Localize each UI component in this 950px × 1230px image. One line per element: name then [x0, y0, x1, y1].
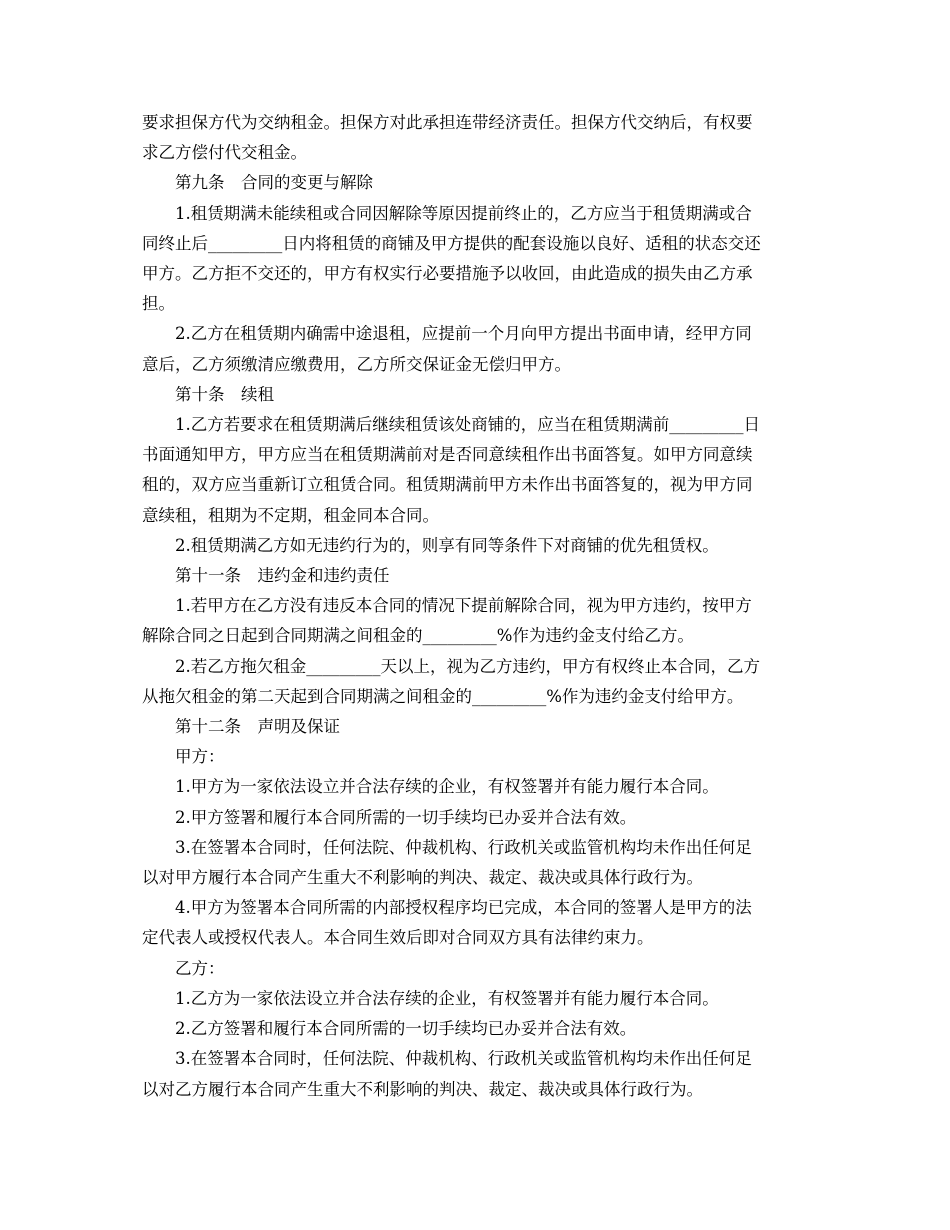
text-line: 求乙方偿付代交租金。 [142, 143, 307, 163]
text-line: 租的，双方应当重新订立租赁合同。租赁期满前甲方未作出书面答复的，视为甲方同 [142, 475, 753, 495]
text-line: 书面通知甲方，甲方应当在租赁期满前对是否同意续租作出书面答复。如甲方同意续 [142, 445, 753, 465]
text-line: 2.租赁期满乙方如无违约行为的，则享有同等条件下对商铺的优先租赁权。 [175, 535, 719, 555]
text-line: 1.乙方若要求在租赁期满后继续租赁该处商铺的，应当在租赁期满前_________日 [175, 415, 760, 435]
text-line: 第十一条 违约金和违约责任 [175, 566, 390, 586]
text-line: 4.甲方为签署本合同所需的内部授权程序均已完成，本合同的签署人是甲方的法 [175, 898, 752, 918]
text-line: 第十二条 声明及保证 [175, 717, 340, 737]
text-line: 以对乙方履行本合同产生重大不利影响的判决、裁定、裁决或具体行政行为。 [142, 1079, 703, 1099]
text-line: 第十条 续租 [175, 384, 274, 404]
text-line: 2.乙方在租赁期内确需中途退租，应提前一个月向甲方提出书面申请，经甲方同 [175, 324, 752, 344]
text-line: 1.乙方为一家依法设立并合法存续的企业，有权签署并有能力履行本合同。 [175, 988, 719, 1008]
document-body [142, 108, 814, 1105]
text-line: 要求担保方代为交纳租金。担保方对此承担连带经济责任。担保方代交纳后，有权要 [142, 113, 753, 132]
text-line: 以对甲方履行本合同产生重大不利影响的判决、裁定、裁决或具体行政行为。 [142, 868, 703, 888]
text-line: 甲方： [175, 747, 225, 767]
text-line: 2.甲方签署和履行本合同所需的一切手续均已办妥并合法有效。 [175, 807, 637, 827]
text-line: 乙方： [175, 958, 225, 978]
text-line: 3.在签署本合同时，任何法院、仲裁机构、行政机关或监管机构均未作出任何足 [175, 1049, 752, 1069]
text-line: 1.租赁期满未能续租或合同因解除等原因提前终止的，乙方应当于租赁期满或合 [175, 203, 752, 223]
text-line: 1.甲方为一家依法设立并合法存续的企业，有权签署并有能力履行本合同。 [175, 777, 719, 797]
text-line: 同终止后_________日内将租赁的商铺及甲方提供的配套设施以良好、适租的状态交还 [142, 233, 761, 253]
text-line: 3.在签署本合同时，任何法院、仲裁机构、行政机关或监管机构均未作出任何足 [175, 837, 752, 857]
text-line: 第九条 合同的变更与解除 [175, 173, 373, 193]
text-line: 2.若乙方拖欠租金_________天以上，视为乙方违约，甲方有权终止本合同，乙方 [175, 656, 760, 676]
text-line: 1.若甲方在乙方没有违反本合同的情况下提前解除合同，视为甲方违约，按甲方 [175, 596, 752, 616]
text-line: 2.乙方签署和履行本合同所需的一切手续均已办妥并合法有效。 [175, 1019, 637, 1039]
text-line: 意续租，租期为不定期，租金同本合同。 [142, 505, 439, 525]
text-line: 解除合同之日起到合同期满之间租金的_________%作为违约金支付给乙方。 [142, 626, 694, 646]
text-line: 从拖欠租金的第二天起到合同期满之间租金的_________%作为违约金支付给甲方。 [142, 686, 744, 706]
text-line: 甲方。乙方拒不交还的，甲方有权实行必要措施予以收回，由此造成的损失由乙方承 [142, 264, 753, 284]
text-line: 意后，乙方须缴清应缴费用，乙方所交保证金无偿归甲方。 [142, 354, 571, 374]
text-line: 定代表人或授权代表人。本合同生效后即对合同双方具有法律约束力。 [142, 928, 654, 948]
text-line: 担。 [142, 294, 175, 314]
